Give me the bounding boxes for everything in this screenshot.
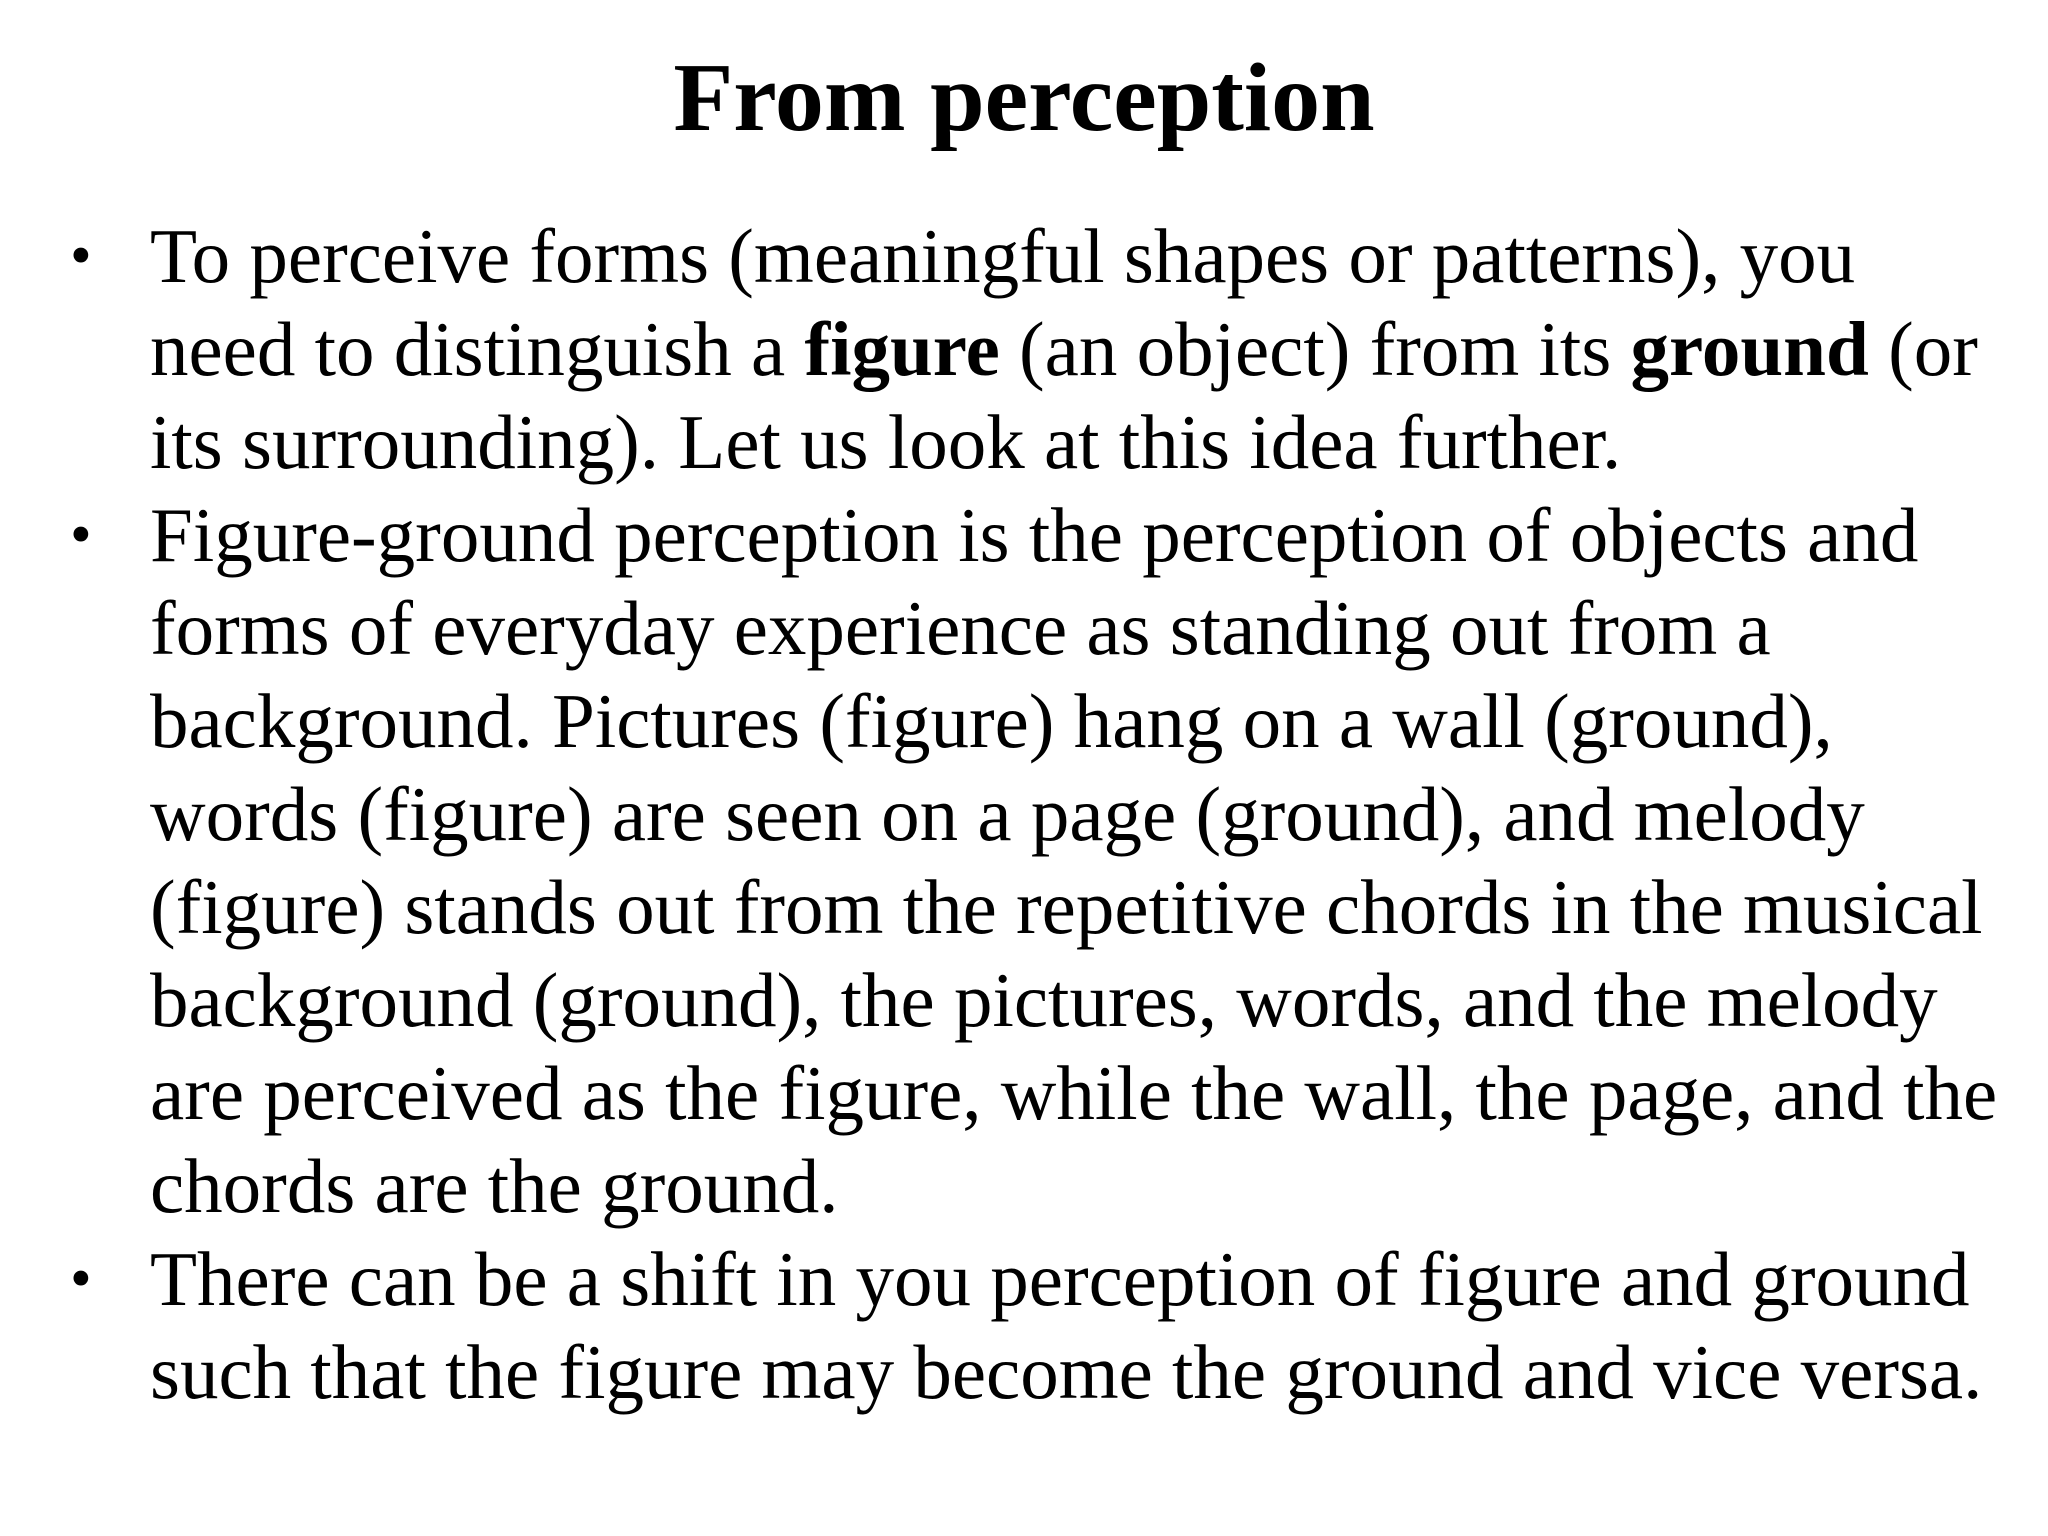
bold-term-ground: ground [1630, 306, 1869, 392]
slide-title: From perception [673, 44, 1375, 152]
bullet-item [70, 210, 2005, 489]
bold-term-figure: figure [804, 306, 1000, 392]
bullet-text-segment: (or its surrounding). Let us look at this idea further. [150, 306, 1978, 485]
bullet-text-segment: (an object) from its [999, 306, 1631, 392]
bullet-text: There can be a shift in you perception of figure and ground such that the figure may become the ground and vice versa. [150, 1236, 1983, 1415]
bullet-dot-icon: • [70, 501, 92, 569]
bullet-item [70, 1233, 2005, 1419]
bullet-text-segment: To perceive forms (meaningful shapes or patterns), you need to distinguish a [150, 213, 1856, 392]
bullet-item [70, 489, 2005, 1233]
bullet-text [150, 213, 1978, 485]
bullet-dot-icon: • [70, 222, 92, 290]
bullet-text: Figure-ground perception is the perception of objects and forms of everyday experience as standing out from a background. Pictures (figure) hang on a wall (ground), words (figure) are seen on a page (ground), and melody (figure) stands out from the repetitive chords in the musical background (ground), the pictures, words, and the melody are perceived as the figure, while the wall, the page, and the chords are the ground. [150, 492, 1998, 1229]
bullet-dot-icon: • [70, 1245, 92, 1313]
bullet-list [70, 210, 2005, 1419]
